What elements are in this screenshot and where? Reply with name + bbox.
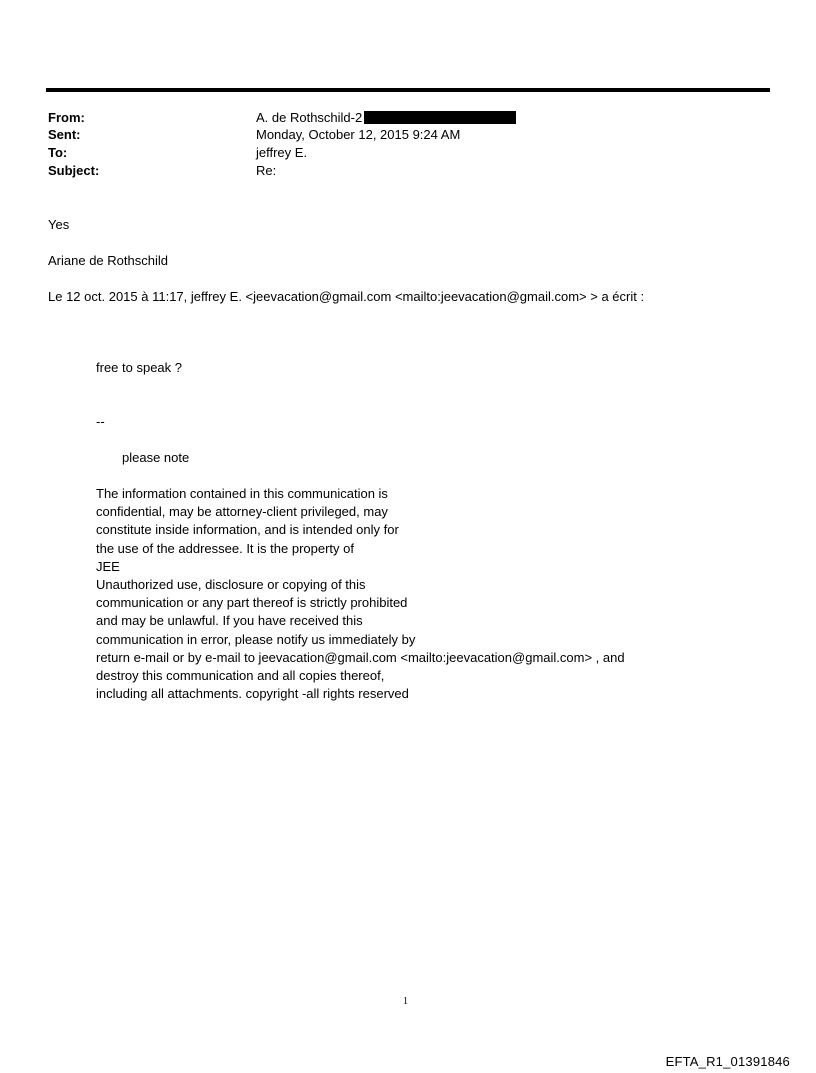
signature: Ariane de Rothschild xyxy=(48,253,168,268)
quoted-question: free to speak ? xyxy=(96,360,182,375)
from-label: From: xyxy=(48,110,85,125)
disclaimer-line: The information contained in this communication is xyxy=(96,486,388,501)
header-rule xyxy=(46,88,770,92)
disclaimer-line: communication in error, please notify us immediately by xyxy=(96,631,416,647)
disclaimer-line: Unauthorized use, disclosure or copying of this xyxy=(96,577,366,593)
redaction-bar xyxy=(364,111,516,124)
to-label: To: xyxy=(48,145,68,160)
disclaimer-line: return e-mail or by e-mail to jeevacation@gmail.com <mailto:jeevacation@gmail.com> , and xyxy=(96,649,625,665)
sent-label: Sent: xyxy=(48,127,81,142)
please-note: please note xyxy=(122,450,190,465)
disclaimer-line: and may be unlawful. If you have received this xyxy=(96,613,363,629)
disclaimer-line: the use of the addressee. It is the property of xyxy=(96,540,354,556)
confidentiality-disclaimer xyxy=(96,485,625,703)
disclaimer-line: confidential, may be attorney-client privileged, may xyxy=(96,504,388,520)
subject-value: Re: xyxy=(256,163,277,178)
from-value xyxy=(256,109,516,126)
disclaimer-line: destroy this communication and all copies thereof, xyxy=(96,668,385,684)
disclaimer-line: JEE xyxy=(96,558,120,574)
quote-intro: Le 12 oct. 2015 à 11:17, jeffrey E. <jeevacation@gmail.com <mailto:jeevacation@gmail.com> > a écrit : xyxy=(48,289,645,304)
sender-name: A. de Rothschild-2 xyxy=(256,110,363,125)
signature-separator: -- xyxy=(96,414,105,429)
page-number: 1 xyxy=(403,996,408,1007)
disclaimer-line: constitute inside information, and is intended only for xyxy=(96,522,399,538)
to-value: jeffrey E. xyxy=(256,145,308,160)
reply-text: Yes xyxy=(48,217,70,232)
subject-label: Subject: xyxy=(48,163,100,178)
disclaimer-line: including all attachments. copyright -all rights reserved xyxy=(96,686,409,702)
disclaimer-line: communication or any part thereof is strictly prohibited xyxy=(96,595,408,611)
sent-value: Monday, October 12, 2015 9:24 AM xyxy=(256,127,461,142)
document-id: EFTA_R1_01391846 xyxy=(665,1054,790,1069)
